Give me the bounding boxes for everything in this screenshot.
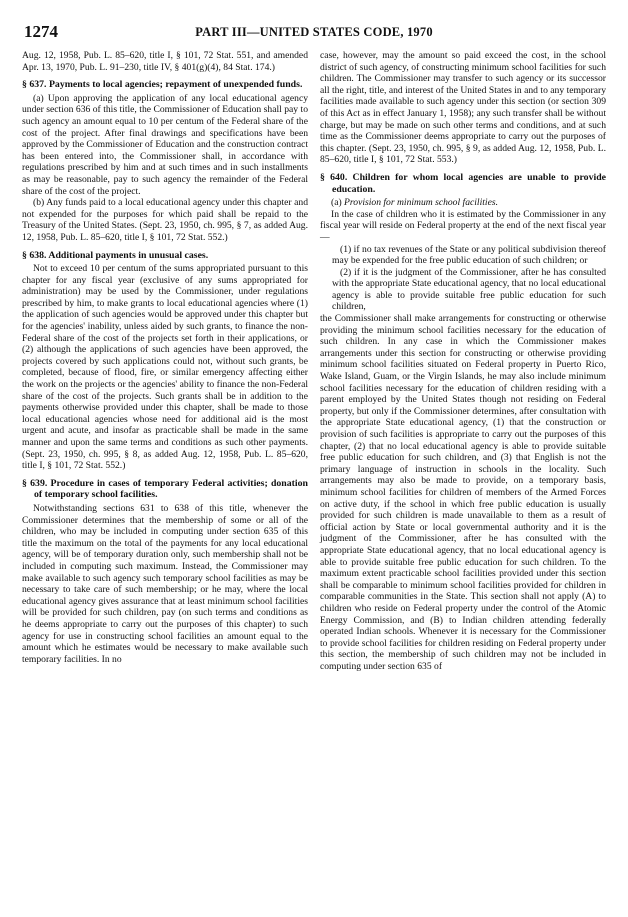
section-640-intro: In the case of children who it is estimated by the Commissioner in any fiscal year will reside on Federal property at the end of the next fiscal year—	[320, 208, 606, 243]
section-640-item-1: (1) if no tax revenues of the State or any political subdivision thereof may be expended for the free public education of such children; or	[332, 243, 606, 267]
section-639-continuation: case, however, may the amount so paid exceed the cost, in the school district of such agency, of constructing minimum school facilities for such children. The Commissioner may transfer to such agency or its successor all the right, title, and interest of the United States in and to any temporary facilities made available to such agency under this section (or section 309 of this Act as in effect January 1, 1958); any such transfer shall be without charge, but may be made on such other terms and conditions, and at such time as the Commissioner deems appropriate to carry out the purposes of this chapter. (Sept. 23, 1950, ch. 995, § 9, as added Aug. 12, 1958, Pub. L. 85–620, title I, § 101, 72 Stat. 553.)	[320, 50, 606, 166]
left-column	[22, 50, 308, 672]
intro-citation: Aug. 12, 1958, Pub. L. 85–620, title I, § 101, 72 Stat. 551, and amended Apr. 13, 1970, Pub. L. 91–230, title IV, § 401(g)(4), 84 Stat. 174.)	[22, 50, 308, 73]
section-638-para: Not to exceed 10 per centum of the sums appropriated pursuant to this chapter for any fiscal year (exclusive of any sums appropriated for administration) may be used by the Commissioner, under regulations prescribed by him, to make grants to local educational agencies where (1) the application of such agencies would be approved under this chapter but for the agencies' inability, unless aided by such grants, to finance the non-Federal share of the cost of the projects set forth in their applications, or (2) although the applications of such agencies have been approved, the projects covered by such applications could not, without such grants, be completed, because of flood, fire, or similar emergency affecting either the work on the projects or the agencies' ability to finance the non-Federal share of the cost of the projects. Such grants shall be in addition to the payments otherwise provided under this chapter, shall be made to those local educational agencies whose need for additional aid is the most urgent and acute, and insofar as practicable shall be made in the same manner and upon the same terms and conditions as such other payments. (Sept. 23, 1950, ch. 995, § 8, as added Aug. 12, 1958, Pub. L. 85–620, title I, § 101, 72 Stat. 552.)	[22, 263, 308, 472]
section-639-heading: § 639. Procedure in cases of temporary Federal activities; donation of temporary school facilities.	[22, 477, 308, 501]
running-head: PART III—UNITED STATES CODE, 1970	[195, 25, 433, 39]
section-638-heading: § 638. Additional payments in unusual cases.	[22, 249, 209, 261]
section-640-body: the Commissioner shall make arrangements for constructing or otherwise providing the minimum school facilities necessary for the education of such children. In any case in which the Commissioner makes arrangements under this section for constructing or otherwise providing minimum school facilities situated on Federal property in Puerto Rico, Wake Island, Guam, or the Virgin Islands, he may also include minimum school facilities necessary for the education of children residing with a parent employed by the United States though not residing on Federal property, but only if the Commissioner determines, after consultation with the appropriate State educational agency, (1) that the construction or provision of such facilities is appropriate to carry out the purposes of this chapter, (2) that no local educational agency is able to provide suitable free public education for such children, and (3) that English is not the primary language of instruction in schools in the locality. Such arrangements may also be made to provide, on a temporary basis, minimum school facilities for children of members of the Armed Forces on active duty, if the school in which free public education is usually provided for such children is made unavailable to them as a result of official action by State or local governmental authority and it is the judgment of the Commissioner, after he has consulted with the appropriate State educational agency, that no local educational agency is able to provide suitable free public education for such children. To the maximum extent practicable school facilities provided under this section shall be comparable to minimum school facilities provided for children in comparable communities in the State. This section shall not apply (A) to children who reside on Federal property under the control of the Atomic Energy Commission, and (B) to Indian children attending federally operated Indian schools. Whenever it is necessary for the Commissioner to provide school facilities for children residing on Federal property under this section, the membership of such children may not be included in computing under section 635 of	[320, 313, 606, 672]
right-column	[320, 50, 606, 672]
section-637-para-b: (b) Any funds paid to a local educational agency under this chapter and not expended for the purposes for which paid shall be repaid to the Treasury of the United States. (Sept. 23, 1950, ch. 995, § 7, as added Aug. 12, 1958, Pub. L. 85–620, title I, § 101, 72 Stat. 552.)	[22, 197, 308, 243]
section-639-para: Notwithstanding sections 631 to 638 of this title, whenever the Commissioner determines that the membership of some or all of the children, who may be included in computing under section 635 of this title the maximum on the total of the payments for any local educational agency, will be of temporary duration only, such membership shall not be included in computing such maximum. Instead, the Commissioner may make available to such agency such temporary school facilities as may be necessary to take care of such membership; or he may, where the local educational agency gives assurance that at least minimum school facilities will be provided for such children, pay (on such terms and conditions as he deems appropriate to carry out the purposes of this chapter) to such agency for use in constructing school facilities an amount equal to the amount which he estimates would be necessary to make available such temporary facilities. In no	[22, 502, 308, 665]
section-637-para-a: (a) Upon approving the application of any local educational agency under section 636 of this title, the Commissioner of Education shall pay to such agency an amount equal to 10 per centum of the Federal share of the cost of the project. After final drawings and specifications have been approved by the Commissioner of Education and the construction contract has been entered into, the Commissioner shall, in accordance with regulations prescribed by him and at such times and in such installments as may be reasonable, pay to such agency the remainder of the Federal share of the cost of the project.	[22, 92, 308, 197]
section-640-subsection-a	[320, 197, 606, 209]
section-637-heading: § 637. Payments to local agencies; repayment of unexpended funds.	[22, 79, 303, 91]
section-640-heading: § 640. Children for whom local agencies are unable to provide education.	[320, 171, 606, 195]
page-header	[22, 20, 606, 50]
text-columns	[22, 50, 606, 672]
subsection-a-title: Provision for minimum school facilities.	[344, 197, 498, 209]
subsection-a-label: (a)	[331, 197, 345, 209]
section-640-item-2: (2) if it is the judgment of the Commissioner, after he has consulted with the appropriate State educational agency, that no local educational agency is able to provide suitable free public education for such children,	[332, 266, 606, 313]
page-number: 1274	[24, 22, 58, 41]
